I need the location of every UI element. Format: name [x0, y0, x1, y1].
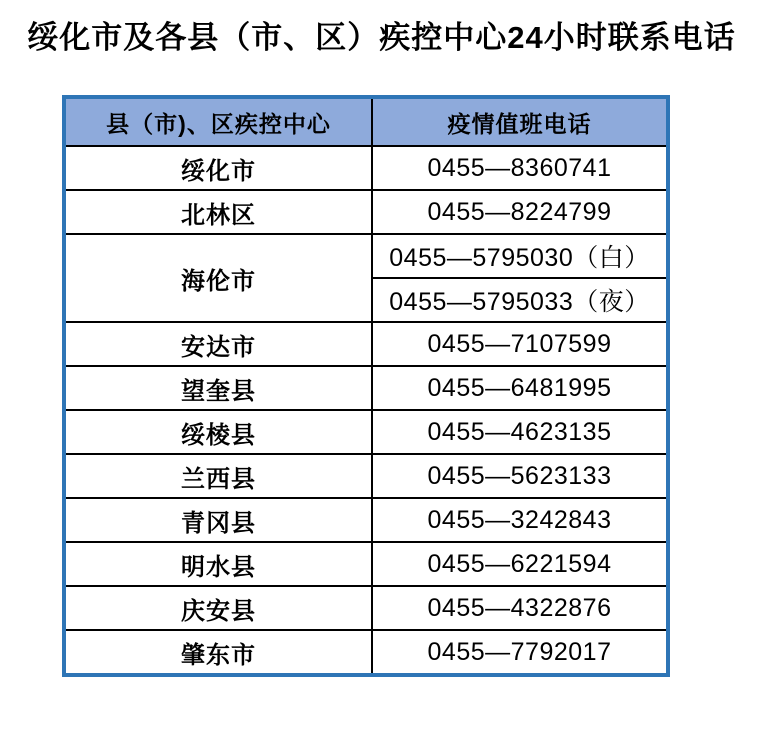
phone-number-cell: 0455—4623135	[372, 410, 668, 454]
phone-number-cell: 0455—6221594	[372, 542, 668, 586]
phone-number-cell-day: 0455—5795030（白）	[372, 234, 668, 278]
table-row	[64, 322, 668, 366]
phone-number-cell-night: 0455—5795033（夜）	[372, 278, 668, 322]
district-name-cell: 绥化市	[64, 146, 372, 190]
column-header-phone: 疫情值班电话	[372, 97, 668, 146]
table-row	[64, 542, 668, 586]
district-name-cell: 青冈县	[64, 498, 372, 542]
district-name-cell: 兰西县	[64, 454, 372, 498]
phone-number-cell: 0455—8224799	[372, 190, 668, 234]
phone-number-cell: 0455—3242843	[372, 498, 668, 542]
district-name-cell: 望奎县	[64, 366, 372, 410]
column-header-center: 县（市)、区疾控中心	[64, 97, 372, 146]
table-row	[64, 190, 668, 234]
district-name-cell: 绥棱县	[64, 410, 372, 454]
district-name-cell: 庆安县	[64, 586, 372, 630]
district-name-cell: 海伦市	[64, 234, 372, 322]
table-row	[64, 498, 668, 542]
table-row	[64, 410, 668, 454]
table-row	[64, 630, 668, 675]
phone-number-cell: 0455—6481995	[372, 366, 668, 410]
contact-table	[62, 95, 670, 677]
phone-number-cell: 0455—7792017	[372, 630, 668, 675]
table-row	[64, 146, 668, 190]
district-name-cell: 北林区	[64, 190, 372, 234]
district-name-cell: 安达市	[64, 322, 372, 366]
district-name-cell: 明水县	[64, 542, 372, 586]
phone-number-cell: 0455—8360741	[372, 146, 668, 190]
table-header-row	[64, 97, 668, 146]
table-row	[64, 234, 668, 278]
phone-number-cell: 0455—4322876	[372, 586, 668, 630]
phone-number-cell: 0455—5623133	[372, 454, 668, 498]
table-row	[64, 366, 668, 410]
phone-number-cell: 0455—7107599	[372, 322, 668, 366]
table-row	[64, 586, 668, 630]
page-title: 绥化市及各县（市、区）疾控中心24小时联系电话	[27, 20, 736, 55]
table-row	[64, 454, 668, 498]
district-name-cell: 肇东市	[64, 630, 372, 675]
